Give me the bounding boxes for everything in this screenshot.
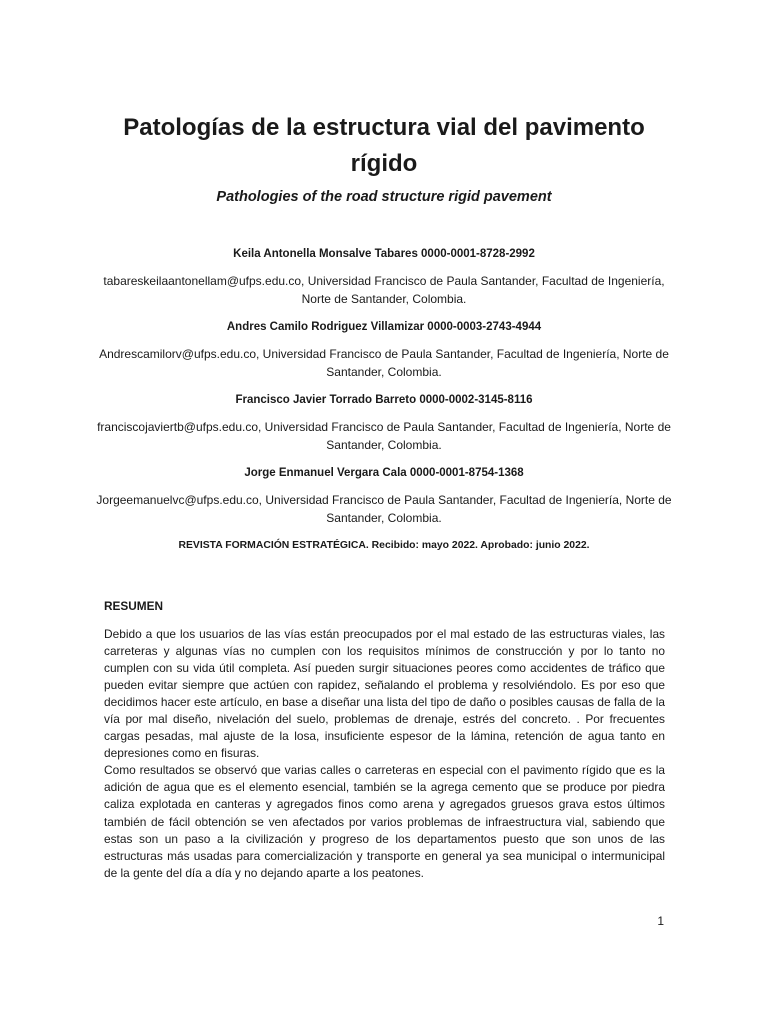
author-affiliation: tabareskeilaantonellam@ufps.edu.co, Universidad Francisco de Paula Santander, Facultad de Ingeniería, Norte de Santander, Colombia. [103,274,665,306]
author-name: Jorge Enmanuel Vergara Cala 0000-0001-8754-1368 [244,467,524,479]
abstract-body [104,626,665,882]
abstract-paragraph: Como resultados se observó que varias calles o carreteras en especial con el pavimento rígido que es la adición de agua que es el elemento esencial, también se la agrega cemento que se produce por piedra caliza explotada en canteras y agregados finos como arena y agregados gruesos grava estos últimos también de fácil obtención se ven afectados por varios problemas de infraestructura vial, sabiendo que estas son un paso a la civilización y progreso de los departamentos puesto que son unos de las estructuras más usadas para comercialización y transporte en general ya sea municipal o intermunicipal de la gente del día a día y no dejando aparte a los peatones. [104,763,665,880]
author-affiliation: Andrescamilorv@ufps.edu.co, Universidad Francisco de Paula Santander, Facultad de Ingeniería, Norte de Santander, Colombia. [99,347,669,379]
author-name: Keila Antonella Monsalve Tabares 0000-0001-8728-2992 [233,248,535,260]
author-name: Francisco Javier Torrado Barreto 0000-0002-3145-8116 [235,394,533,406]
page-number: 1 [657,914,664,928]
abstract-paragraph: Debido a que los usuarios de las vías están preocupados por el mal estado de las estructuras viales, las carreteras y algunas vías no cumplen con los requisitos mínimos de construcción y por lo tanto no cumplen con su vida útil completa. Así pueden surgir situaciones peores como accidentes de tráfico que pueden evitar siempre que actúen con rapidez, señalando el problema y resolviéndolo. Es por eso que decidimos hacer este artículo, en base a diseñar una lista del tipo de daño o posibles causas de falla de la vía por mal diseño, nivelación del suelo, problemas de drenaje, estrés del concreto. . Por frecuentes cargas pesadas, mal ajuste de la losa, insuficiente espesor de la lámina, retención de agua tanto en depresiones como en fisuras. [104,627,665,761]
journal-info: REVISTA FORMACIÓN ESTRATÉGICA. Recibido: mayo 2022. Aprobado: junio 2022. [178,540,590,551]
author-affiliation: Jorgeemanuelvc@ufps.edu.co, Universidad Francisco de Paula Santander, Facultad de Ingeniería, Norte de Santander, Colombia. [96,493,672,525]
paper-title: Patologías de la estructura vial del pavimento rígido [123,114,645,177]
paper-subtitle: Pathologies of the road structure rigid pavement [216,189,552,205]
author-name: Andres Camilo Rodriguez Villamizar 0000-0003-2743-4944 [226,321,542,333]
author-affiliation: franciscojaviertb@ufps.edu.co, Universidad Francisco de Paula Santander, Facultad de Ingeniería, Norte de Santander, Colombia. [97,420,671,452]
abstract-heading: RESUMEN [104,599,163,613]
